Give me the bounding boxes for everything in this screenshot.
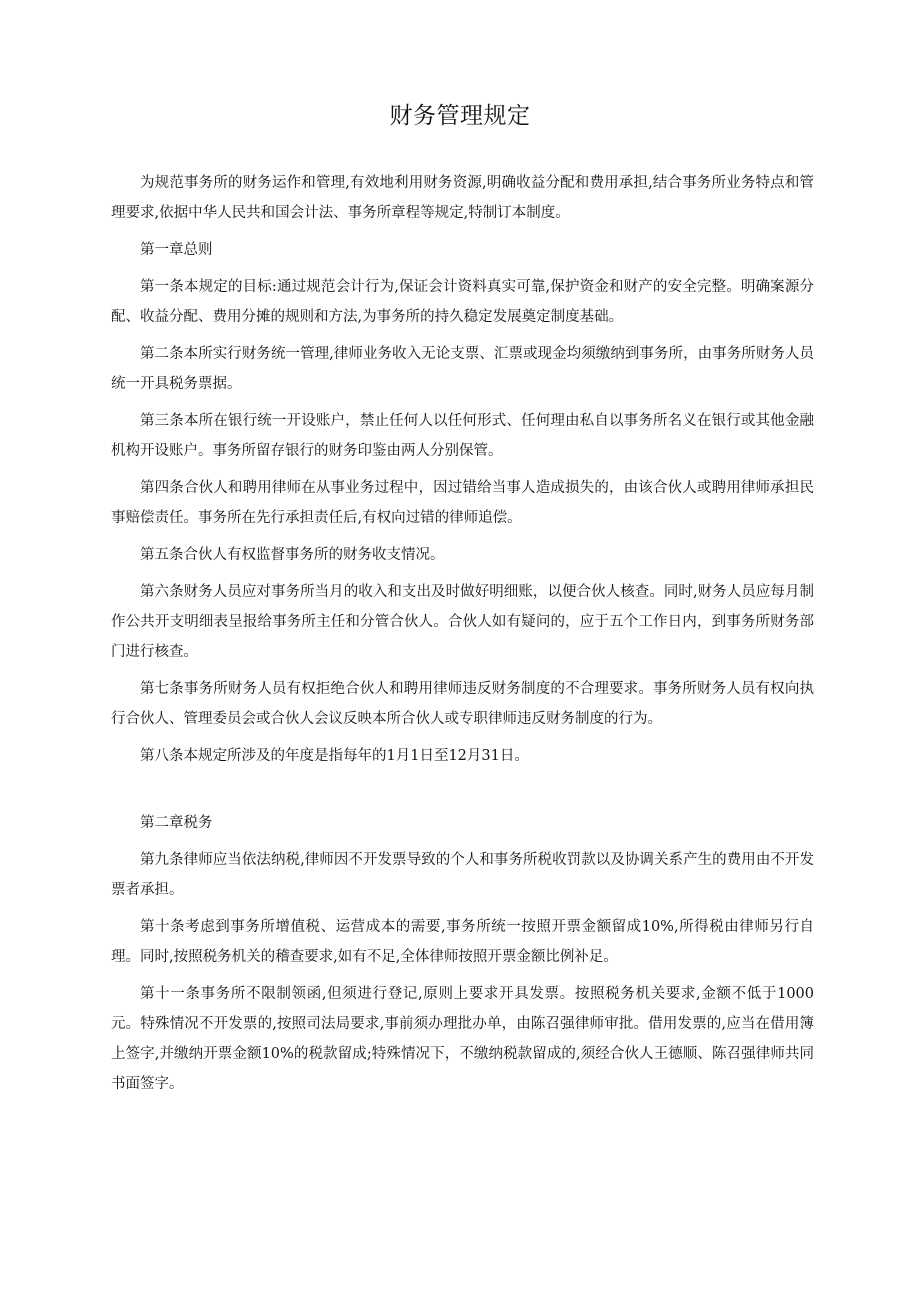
document-body [111,168,814,1106]
article-4: 第四条合伙人和聘用律师在从事业务过程中，因过错给当事人造成损失的，由该合伙人或聘用律师承担民事赔偿责任。事务所在先行承担责任后,有权向过错的律师追偿。 [111,480,814,526]
article-6: 第六条财务人员应对事务所当月的收入和支出及时做好明细账，以便合伙人核查。同时,财务人员应每月制作公共开支明细表呈报给事务所主任和分管合伙人。合伙人如有疑问的，应于五个工作日内，到事务所财务部门进行核查。 [111,584,814,660]
article-5: 第五条合伙人有权监督事务所的财务收支情况。 [140,547,445,563]
article-10: 第十条考虑到事务所增值税、运营成本的需要,事务所统一按照开票金额留成10%,所得税由律师另行自理。同时,按照税务机关的稽查要求,如有不足,全体律师按照开票金额比例补足。 [111,919,814,965]
article-9: 第九条律师应当依法纳税,律师因不开发票导致的个人和事务所税收罚款以及协调关系产生的费用由不开发票者承担。 [111,852,814,898]
chapter-heading-general: 第一章总则 [140,242,213,258]
chapter-heading-tax: 第二章税务 [140,815,213,831]
article-8: 第八条本规定所涉及的年度是指每年的1月1日至12月31日。 [140,748,529,764]
article-1: 第一条本规定的目标:通过规范会计行为,保证会计资料真实可靠,保护资金和财产的安全完整。明确案源分配、收益分配、费用分摊的规则和方法,为事务所的持久稳定发展奠定制度基础。 [111,279,814,325]
article-11: 第十一条事务所不限制领函,但须进行登记,原则上要求开具发票。按照税务机关要求,金额不低于1000元。特殊情况不开发票的,按照司法局要求,事前须办理批办单，由陈召强律师审批。借用发票的,应当在借用簿上签字,并缴纳开票金额10%的税款留成;特殊情况下，不缴纳税款留成的,须经合伙人王德顺、陈召强律师共同书面签字。 [111,986,814,1092]
article-7: 第七条事务所财务人员有权拒绝合伙人和聘用律师违反财务制度的不合理要求。事务所财务人员有权向执行合伙人、管理委员会或合伙人会议反映本所合伙人或专职律师违反财务制度的行为。 [111,681,814,727]
paragraph-preamble: 为规范事务所的财务运作和管理,有效地利用财务资源,明确收益分配和费用承担,结合事务所业务特点和管理要求,依据中华人民共和国会计法、事务所章程等规定,特制订本制度。 [111,175,814,221]
article-2: 第二条本所实行财务统一管理,律师业务收入无论支票、汇票或现金均须缴纳到事务所，由事务所财务人员统一开具税务票据。 [111,346,814,392]
document-title: 财务管理规定 [389,103,531,129]
article-3: 第三条本所在银行统一开设账户，禁止任何人以任何形式、任何理由私自以事务所名义在银行或其他金融机构开设账户。事务所留存银行的财务印鉴由两人分别保管。 [111,413,814,459]
